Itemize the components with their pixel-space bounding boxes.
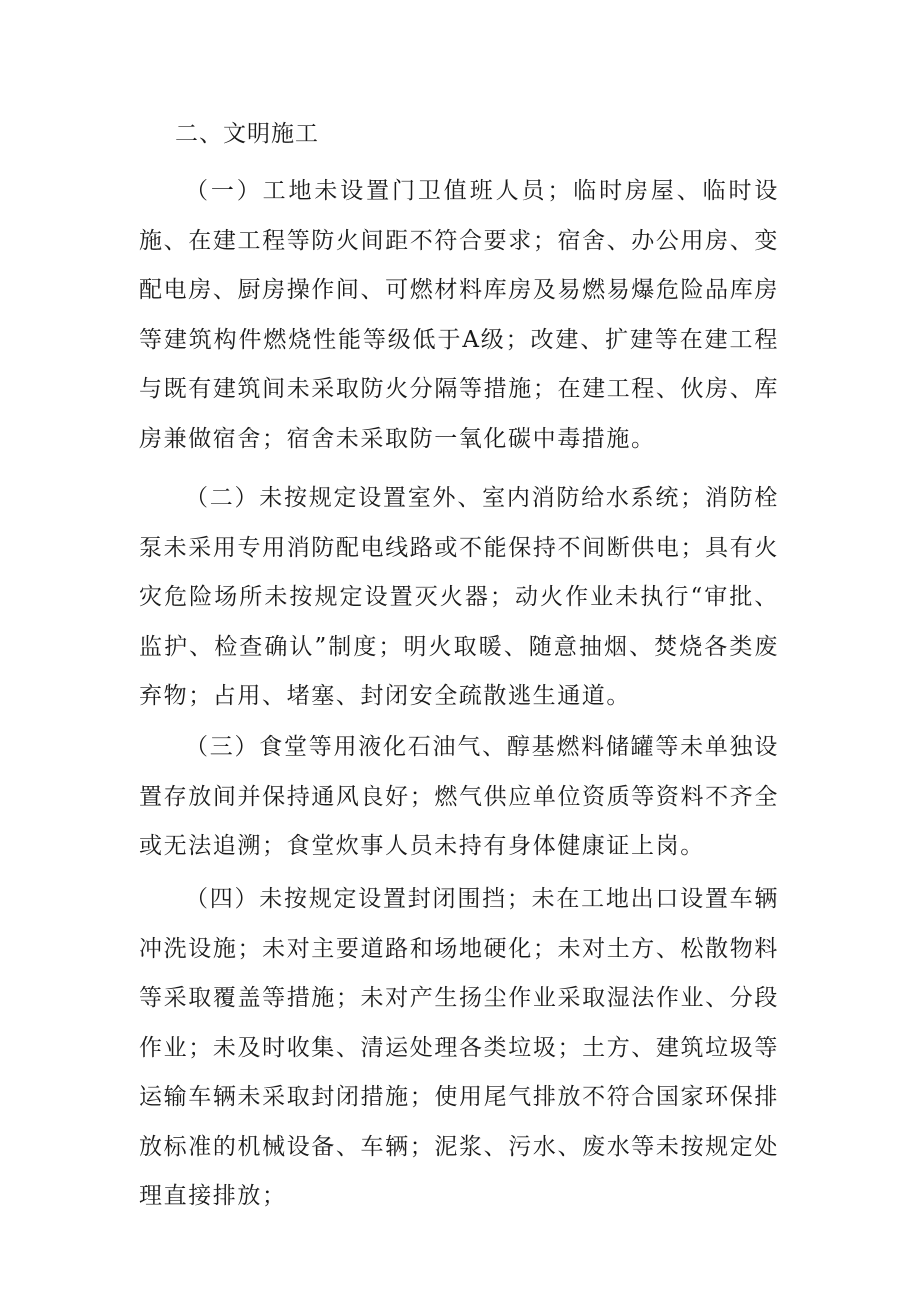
- section-heading: 二、文明施工: [175, 121, 319, 147]
- paragraph-2: （二）未按规定设置室外、室内消防给水系统；消防栓泵未采用专用消防配电线路或不能保持不间断供电；具有火灾危险场所未按规定设置灭火器；动火作业未执行“审批、监护、检查确认”制度；明火取暖、随意抽烟、焚烧各类废弃物；占用、堵塞、封闭安全疏散逃生通道。: [139, 485, 779, 709]
- paragraph-4: （四）未按规定设置封闭围挡；未在工地出口设置车辆冲洗设施；未对主要道路和场地硬化；未对土方、松散物料等采取覆盖等措施；未对产生扬尘作业采取湿法作业、分段作业；未及时收集、清运处理各类垃圾；土方、建筑垃圾等运输车辆未采取封闭措施；使用尾气排放不符合国家环保排放标准的机械设备、车辆；泥浆、污水、废水等未按规定处理直接排放；: [139, 886, 779, 1209]
- paragraph-3: （三）食堂等用液化石油气、醇基燃料储罐等未单独设置存放间并保持通风良好；燃气供应单位资质等资料不齐全或无法追溯；食堂炊事人员未持有身体健康证上岗。: [139, 734, 779, 859]
- paragraph-1: （一）工地未设置门卫值班人员；临时房屋、临时设施、在建工程等防火间距不符合要求；宿舍、办公用房、变配电房、厨房操作间、可燃材料库房及易燃易爆危险品库房等建筑构件燃烧性能等级低于A级；改建、扩建等在建工程与既有建筑间未采取防火分隔等措施；在建工程、伙房、库房兼做宿舍；宿舍未采取防一氧化碳中毒措施。: [139, 178, 779, 452]
